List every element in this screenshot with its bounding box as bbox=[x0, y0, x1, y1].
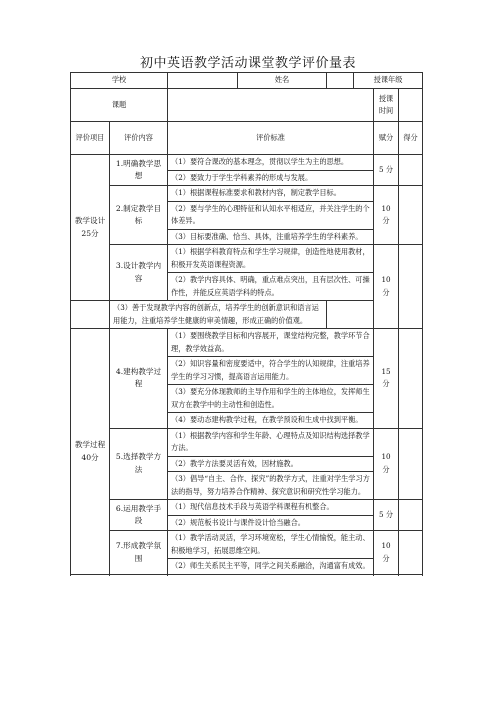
criterion: （4）要动态建构教学过程，在教学预设和生成中找到平衡。 bbox=[168, 413, 374, 429]
criterion: （2）要与学生的心理特征和认知水平相适应，并关注学生的个体差异。 bbox=[168, 201, 374, 229]
score-2: 10 分 bbox=[374, 186, 399, 245]
criterion: （1）根据学科教育特点和学生学习规律，创造性地使用教材，积极开发英语课程资源。 bbox=[168, 245, 374, 273]
grade-cell bbox=[327, 73, 423, 89]
criterion: （2）知识容量和密度要适中，符合学生的认知规律，注重培养学生的学习习惯，提高语言运用能力。 bbox=[168, 357, 374, 385]
content-3: 3.设计教学内容 bbox=[110, 245, 168, 301]
info-row-topic bbox=[71, 89, 423, 122]
school-label: 学校 bbox=[71, 73, 168, 89]
header-got: 得分 bbox=[399, 122, 423, 155]
criterion: （3）目标要准确、恰当、具体，注重培养学生的学科素养。 bbox=[168, 229, 374, 245]
got-3[interactable] bbox=[399, 245, 423, 329]
time-label: 授课时间 bbox=[374, 89, 399, 122]
topic-value[interactable] bbox=[168, 89, 374, 122]
header-standard: 评价标准 bbox=[168, 122, 374, 155]
criterion: （3）倡导“自主、合作、探究”的教学方式，注重对学生学习方法的指导，努力培养合作精神、探究意识和研究性学习能力。 bbox=[168, 472, 374, 500]
header-content: 评价内容 bbox=[110, 122, 168, 155]
topic-label: 课题 bbox=[71, 89, 168, 122]
criterion: （2）师生关系民主平等，同学之间关系融洽，沟通富有成效。 bbox=[168, 559, 374, 575]
criterion: （2）要致力于学生学科素养的形成与发展。 bbox=[168, 170, 374, 186]
criterion: （1）教学活动灵活，学习环境宽松，学生心情愉悦，能主动、积极地学习，拓展思维空间。 bbox=[168, 531, 374, 559]
criterion: （2）教学方法要灵活有效，因材施教。 bbox=[168, 456, 374, 472]
criterion: （1）要符合课改的基本理念，贯彻以学生为主的思想。 bbox=[168, 155, 374, 171]
section-project: 教学设计25分 bbox=[71, 155, 110, 301]
criterion: （1）现代信息技术手段与英语学科课程有机整合。 bbox=[168, 500, 374, 516]
header-row bbox=[71, 122, 423, 155]
time-value[interactable] bbox=[399, 89, 423, 122]
criterion: （1）根据课程标准要求和教材内容，制定教学目标。 bbox=[168, 186, 374, 202]
criterion: （1）根据教学内容和学生年龄、心理特点及知识结构选择教学方法。 bbox=[168, 428, 374, 456]
name-label: 姓名 bbox=[274, 75, 290, 85]
content-3-cont bbox=[71, 301, 110, 329]
got-6[interactable] bbox=[399, 500, 423, 531]
grade-label: 授课年级 bbox=[373, 75, 403, 85]
content-1: 1.明确教学思想 bbox=[110, 155, 168, 186]
score-5: 10 分 bbox=[374, 428, 399, 500]
section-project: 教学过程40分 bbox=[71, 329, 110, 575]
got-7[interactable] bbox=[399, 531, 423, 575]
content-5: 5.选择教学方法 bbox=[110, 428, 168, 500]
page-title: 初中英语教学活动课堂教学评价量表 bbox=[139, 56, 356, 71]
criterion: （2）规范板书设计与课件设计恰当融合。 bbox=[168, 515, 374, 531]
score-4: 15 分 bbox=[374, 329, 399, 429]
got-1[interactable] bbox=[399, 155, 423, 186]
got-4[interactable] bbox=[399, 329, 423, 429]
evaluation-table bbox=[70, 72, 423, 575]
criterion: （3）要充分体现教师的主导作用和学生的主体地位，发挥师生双方在教学中的主动性和创造性。 bbox=[168, 385, 374, 413]
school-value[interactable] bbox=[168, 73, 327, 89]
content-2: 2.制定教学目标 bbox=[110, 186, 168, 245]
header-score: 赋分 bbox=[374, 122, 399, 155]
criterion: （2）教学内容具体、明确，重点难点突出，且有层次性、可操作性，并能反应英语学科的特点。 bbox=[168, 273, 374, 301]
info-row-school bbox=[71, 73, 423, 89]
criterion: （3）善于发现教学内容的创新点，培养学生的创新意识和语言运用能力，注重培养学生健康的审美情趣，形成正确的价值观。 bbox=[110, 301, 327, 329]
score-3: 10 分 bbox=[374, 245, 399, 329]
header-item: 评价项目 bbox=[71, 122, 110, 155]
got-2[interactable] bbox=[399, 186, 423, 245]
got-5[interactable] bbox=[399, 428, 423, 500]
spacer bbox=[168, 574, 374, 575]
content-7: 7.形成教学氛围 bbox=[110, 531, 168, 575]
content-6: 6.运用教学手段 bbox=[110, 500, 168, 531]
score-7: 10 分 bbox=[374, 531, 399, 575]
score-1: 5 分 bbox=[374, 155, 399, 186]
score-6: 5 分 bbox=[374, 500, 399, 531]
criterion: （1）要围绕教学目标和内容展开，课堂结构完整，教学环节合理，教学效益高。 bbox=[168, 329, 374, 357]
content-4: 4.建构教学过程 bbox=[110, 329, 168, 429]
